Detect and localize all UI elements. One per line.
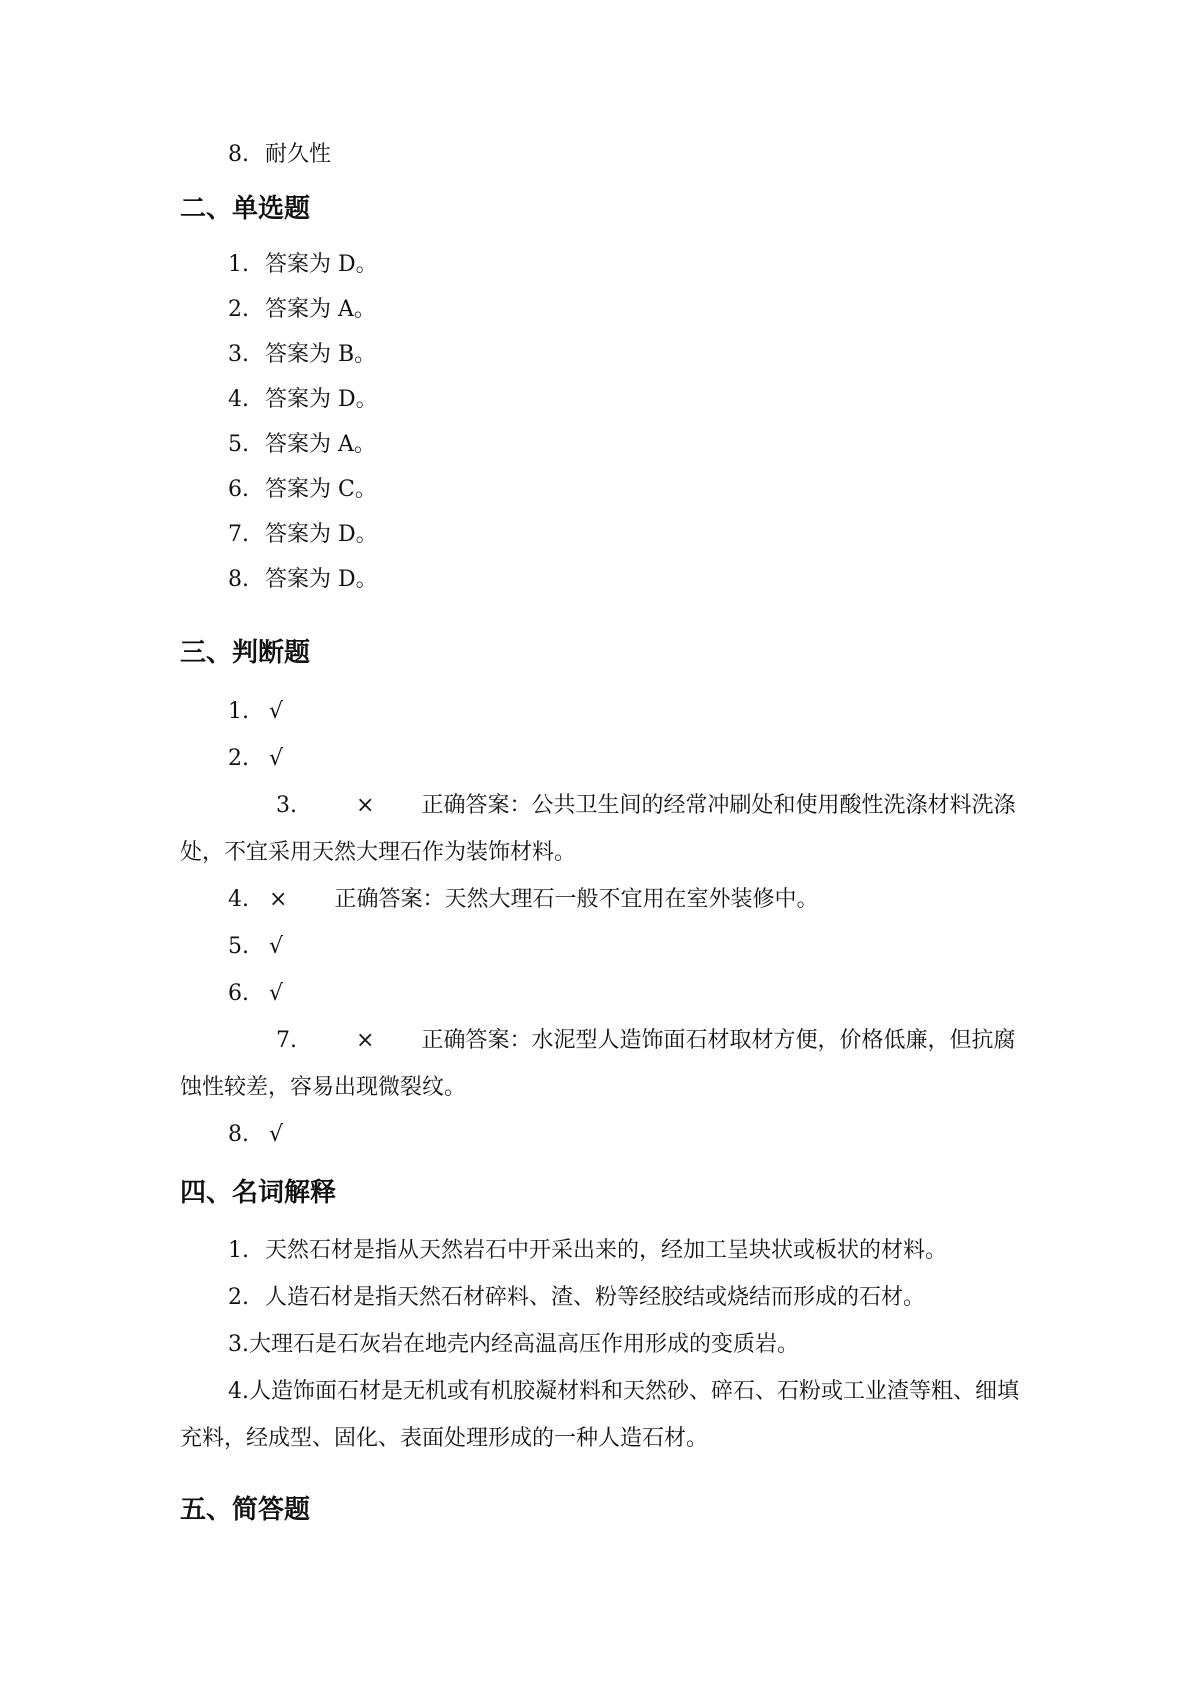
section-heading-true-false: 三、判断题 [180, 638, 311, 668]
item-text: 正确答案：水泥型人造饰面石材取材方便，价格低廉，但抗腐蚀性较差，容易出现微裂纹。 [180, 1028, 1016, 1100]
check-mark: √ [269, 934, 284, 959]
item-number: 6. [228, 981, 249, 1006]
list-item [180, 286, 1068, 333]
item-text: 耐久性 [265, 142, 332, 167]
list-item [180, 876, 1068, 923]
item-number: 5. [228, 432, 249, 457]
list-item [180, 1017, 1020, 1111]
cross-mark: × [356, 793, 375, 818]
item-number: 1. [228, 699, 249, 724]
item-text: 人造饰面石材是无机或有机胶凝材料和天然砂、碎石、石粉或工业渣等粗、细填充料，经成型、固化、表面处理形成的一种人造石材。 [180, 1379, 1020, 1451]
section-heading-short-answer: 五、简答题 [180, 1495, 311, 1525]
list-item [180, 923, 1068, 970]
item-number: 2. [228, 1285, 249, 1310]
list-item [180, 376, 1068, 423]
section-heading-definitions: 四、名词解释 [180, 1178, 337, 1208]
list-item [180, 466, 1068, 513]
item-text: 答案为 D。 [265, 522, 378, 547]
list-item [180, 782, 1020, 876]
list-item [180, 556, 1068, 603]
list-item [180, 1111, 1068, 1158]
cross-mark: × [269, 887, 288, 912]
list-item [180, 688, 1068, 735]
list-item [180, 421, 1068, 468]
item-text: 答案为 A。 [265, 297, 376, 322]
check-mark: √ [269, 1122, 284, 1147]
item-text: 答案为 D。 [265, 252, 378, 277]
item-number: 3. [228, 342, 249, 367]
item-number: 4. [228, 387, 249, 412]
item-text: 正确答案：天然大理石一般不宜用在室外装修中。 [334, 887, 819, 912]
list-item [180, 331, 1068, 378]
item-number: 8. [228, 1122, 249, 1147]
item-text: 答案为 D。 [265, 567, 378, 592]
item-number: 3. [276, 793, 297, 818]
item-text: 天然石材是指从天然岩石中开采出来的，经加工呈块状或板状的材料。 [265, 1238, 948, 1263]
item-number: 1. [228, 252, 249, 277]
list-item [180, 1274, 1068, 1321]
item-text: 答案为 B。 [265, 342, 377, 367]
list-item [180, 1368, 1020, 1462]
item-number: 4. [228, 887, 249, 912]
check-mark: √ [269, 699, 284, 724]
list-item [180, 1227, 1068, 1274]
item-number: 3. [228, 1332, 249, 1357]
list-item [180, 511, 1068, 558]
check-mark: √ [269, 746, 284, 771]
item-number: 7. [276, 1028, 297, 1053]
list-item [180, 735, 1068, 782]
item-number: 2. [228, 746, 249, 771]
item-number: 6. [228, 477, 249, 502]
item-number: 2. [228, 297, 249, 322]
item-text: 大理石是石灰岩在地壳内经高温高压作用形成的变质岩。 [249, 1332, 800, 1357]
cross-mark: × [356, 1028, 375, 1053]
item-text: 答案为 A。 [265, 432, 376, 457]
list-item [180, 131, 1068, 178]
list-item [180, 241, 1068, 288]
item-text: 人造石材是指天然石材碎料、渣、粉等经胶结或烧结而形成的石材。 [265, 1285, 926, 1310]
item-number: 8. [228, 142, 249, 167]
item-text: 答案为 D。 [265, 387, 378, 412]
item-number: 1. [228, 1238, 249, 1263]
item-number: 8. [228, 567, 249, 592]
item-number: 4. [228, 1379, 249, 1404]
item-number: 7. [228, 522, 249, 547]
item-number: 5. [228, 934, 249, 959]
item-text: 答案为 C。 [265, 477, 377, 502]
check-mark: √ [269, 981, 284, 1006]
list-item [180, 970, 1068, 1017]
list-item [180, 1321, 1068, 1368]
section-heading-single-choice: 二、单选题 [180, 194, 311, 224]
item-text: 正确答案：公共卫生间的经常冲刷处和使用酸性洗涤材料洗涤处，不宜采用天然大理石作为装饰材料。 [180, 793, 1016, 865]
